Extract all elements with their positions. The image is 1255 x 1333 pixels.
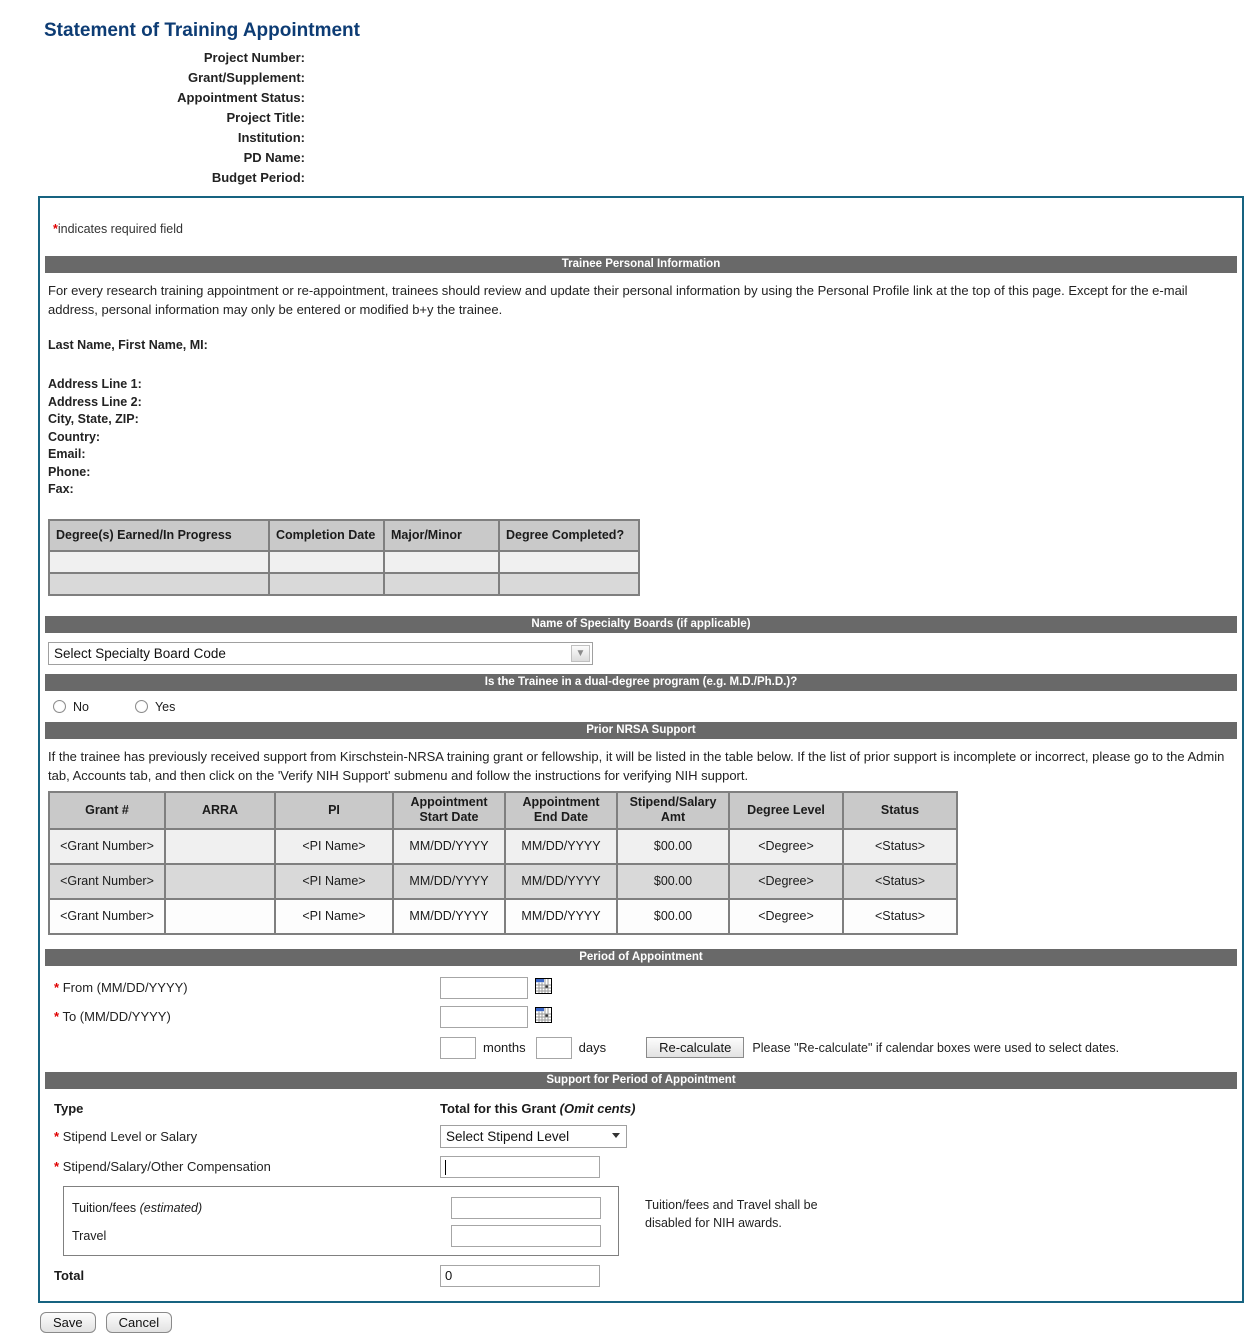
omit-cents-note: (Omit cents) xyxy=(559,1100,636,1116)
dual-degree-no-radio[interactable] xyxy=(53,700,66,713)
section-header-dual-degree: Is the Trainee in a dual-degree program (e.g. M.D./Ph.D.)? xyxy=(45,674,1237,691)
degrees-table-row xyxy=(49,551,639,573)
address-line2-label: Address Line 2: xyxy=(48,394,142,409)
pd-name-label: PD Name: xyxy=(243,150,305,165)
calendar-icon[interactable] xyxy=(535,1007,552,1026)
degrees-col-degree-completed: Degree Completed? xyxy=(499,520,639,551)
tuition-fees-label: Tuition/fees (estimated) xyxy=(72,1200,203,1215)
fax-label: Fax: xyxy=(48,482,74,496)
page-title: Statement of Training Appointment xyxy=(44,20,360,41)
appointment-summary xyxy=(0,48,305,188)
compensation-input[interactable] xyxy=(440,1156,600,1178)
nrsa-col-grant: Grant # xyxy=(49,792,165,829)
appointment-status-label: Appointment Status: xyxy=(177,90,305,105)
nrsa-col-status: Status xyxy=(843,792,957,829)
required-asterisk: * xyxy=(54,1009,60,1024)
stipend-level-selected-value: Select Stipend Level xyxy=(446,1128,570,1144)
address-line1-label: Address Line 1: xyxy=(48,377,142,391)
degrees-col-completion-date: Completion Date xyxy=(269,520,384,551)
nrsa-col-start-date: Appointment Start Date xyxy=(393,792,505,829)
prior-nrsa-row: <Grant Number> <PI Name> MM/DD/YYYY MM/DD/YYYY $00.00 <Degree> <Status> xyxy=(49,829,957,864)
compensation-label: * Stipend/Salary/Other Compensation xyxy=(54,1159,271,1174)
institution-label: Institution: xyxy=(237,130,305,145)
total-input[interactable] xyxy=(440,1265,600,1287)
months-input[interactable] xyxy=(440,1037,476,1059)
from-date-input[interactable] xyxy=(440,977,528,999)
dual-degree-radio-group xyxy=(53,700,1237,714)
required-asterisk: * xyxy=(53,222,58,236)
calendar-icon[interactable] xyxy=(535,978,552,997)
project-title-label: Project Title: xyxy=(226,110,305,125)
to-date-label: * To (MM/DD/YYYY) xyxy=(54,1009,171,1024)
specialty-board-select[interactable] xyxy=(48,642,593,665)
section-header-trainee-personal-information: Trainee Personal Information xyxy=(45,256,1237,273)
prior-nrsa-header-row xyxy=(49,792,957,829)
required-asterisk: * xyxy=(54,1128,60,1144)
budget-period-label: Budget Period: xyxy=(211,170,305,185)
prior-nrsa-row: <Grant Number> <PI Name> MM/DD/YYYY MM/DD/YYYY $00.00 <Degree> <Status> xyxy=(49,899,957,934)
nrsa-col-end-date: Appointment End Date xyxy=(505,792,617,829)
appointment-form-panel xyxy=(38,196,1244,1303)
specialty-board-selected-value: Select Specialty Board Code xyxy=(54,645,226,661)
required-field-note: *indicates required field xyxy=(53,222,183,236)
country-label: Country: xyxy=(48,429,101,444)
travel-input[interactable] xyxy=(451,1225,601,1247)
prior-nrsa-description: If the trainee has previously received support from Kirschstein-NRSA training grant or fellowship, it will be listed in the table below. If the list of prior support is incomplete or incorrect, please go to the Admin tab, Accounts tab, and then click on the 'Verify NIH Support' submenu and follow the instructions for verifying NIH support. xyxy=(48,748,1225,783)
section-header-specialty-boards: Name of Specialty Boards (if applicable) xyxy=(45,616,1237,633)
to-date-input[interactable] xyxy=(440,1006,528,1028)
degrees-col-major-minor: Major/Minor xyxy=(384,520,499,551)
city-state-zip-label: City, State, ZIP: xyxy=(48,412,139,426)
nrsa-col-arra: ARRA xyxy=(165,792,275,829)
nrsa-col-pi: PI xyxy=(275,792,393,829)
cancel-button[interactable]: Cancel xyxy=(106,1312,172,1333)
required-asterisk: * xyxy=(54,980,60,995)
nrsa-col-degree-level: Degree Level xyxy=(729,792,843,829)
prior-nrsa-table xyxy=(48,791,958,935)
section-header-period-of-appointment: Period of Appointment xyxy=(45,949,1237,966)
days-label: days xyxy=(578,1040,607,1055)
personal-info-description: For every research training appointment or re-appointment, trainees should review and update their personal information by using the Personal Profile link at the top of this page. Except for the e-mail address, personal information may only be entered or modified b+y the trainee. xyxy=(48,283,1188,317)
degrees-col-degree: Degree(s) Earned/In Progress xyxy=(49,520,269,551)
project-number-label: Project Number: xyxy=(203,50,305,65)
total-label: Total xyxy=(54,1268,85,1283)
chevron-down-icon[interactable]: ▼ xyxy=(571,645,590,662)
prior-nrsa-row: <Grant Number> <PI Name> MM/DD/YYYY MM/DD/YYYY $00.00 <Degree> <Status> xyxy=(49,864,957,899)
recalculate-note: Please "Re-calculate" if calendar boxes were used to select dates. xyxy=(752,1040,1120,1055)
degrees-table-row xyxy=(49,573,639,595)
save-button[interactable]: Save xyxy=(40,1312,96,1333)
name-label: Last Name, First Name, MI: xyxy=(48,338,208,352)
nrsa-col-stipend: Stipend/Salary Amt xyxy=(617,792,729,829)
stipend-level-label: * Stipend Level or Salary xyxy=(54,1128,198,1144)
section-header-support-for-period: Support for Period of Appointment xyxy=(45,1072,1237,1089)
tuition-travel-group xyxy=(63,1186,619,1256)
section-header-prior-nrsa-support: Prior NRSA Support xyxy=(45,722,1237,739)
from-date-label: * From (MM/DD/YYYY) xyxy=(54,980,188,995)
months-label: months xyxy=(483,1040,526,1055)
nih-disabled-note: Tuition/fees and Travel shall be disabled for NIH awards. xyxy=(645,1197,818,1230)
email-label: Email: xyxy=(48,447,86,461)
total-for-grant-column-label: Total for this Grant (Omit cents) xyxy=(440,1100,636,1116)
days-input[interactable] xyxy=(536,1037,572,1059)
phone-label: Phone: xyxy=(48,464,91,479)
chevron-down-icon xyxy=(612,1133,620,1138)
recalculate-button[interactable]: Re-calculate xyxy=(646,1037,744,1058)
required-asterisk: * xyxy=(54,1159,60,1174)
grant-supplement-label: Grant/Supplement: xyxy=(187,70,305,85)
degrees-table xyxy=(48,519,640,596)
dual-degree-yes-radio[interactable] xyxy=(135,700,148,713)
dual-degree-no-label: No xyxy=(73,699,89,714)
text-cursor xyxy=(445,1160,446,1175)
travel-label: Travel xyxy=(72,1228,107,1243)
type-column-label: Type xyxy=(54,1100,84,1116)
dual-degree-yes-label: Yes xyxy=(154,699,176,714)
stipend-level-select[interactable] xyxy=(440,1125,627,1148)
tuition-fees-input[interactable] xyxy=(451,1197,601,1219)
